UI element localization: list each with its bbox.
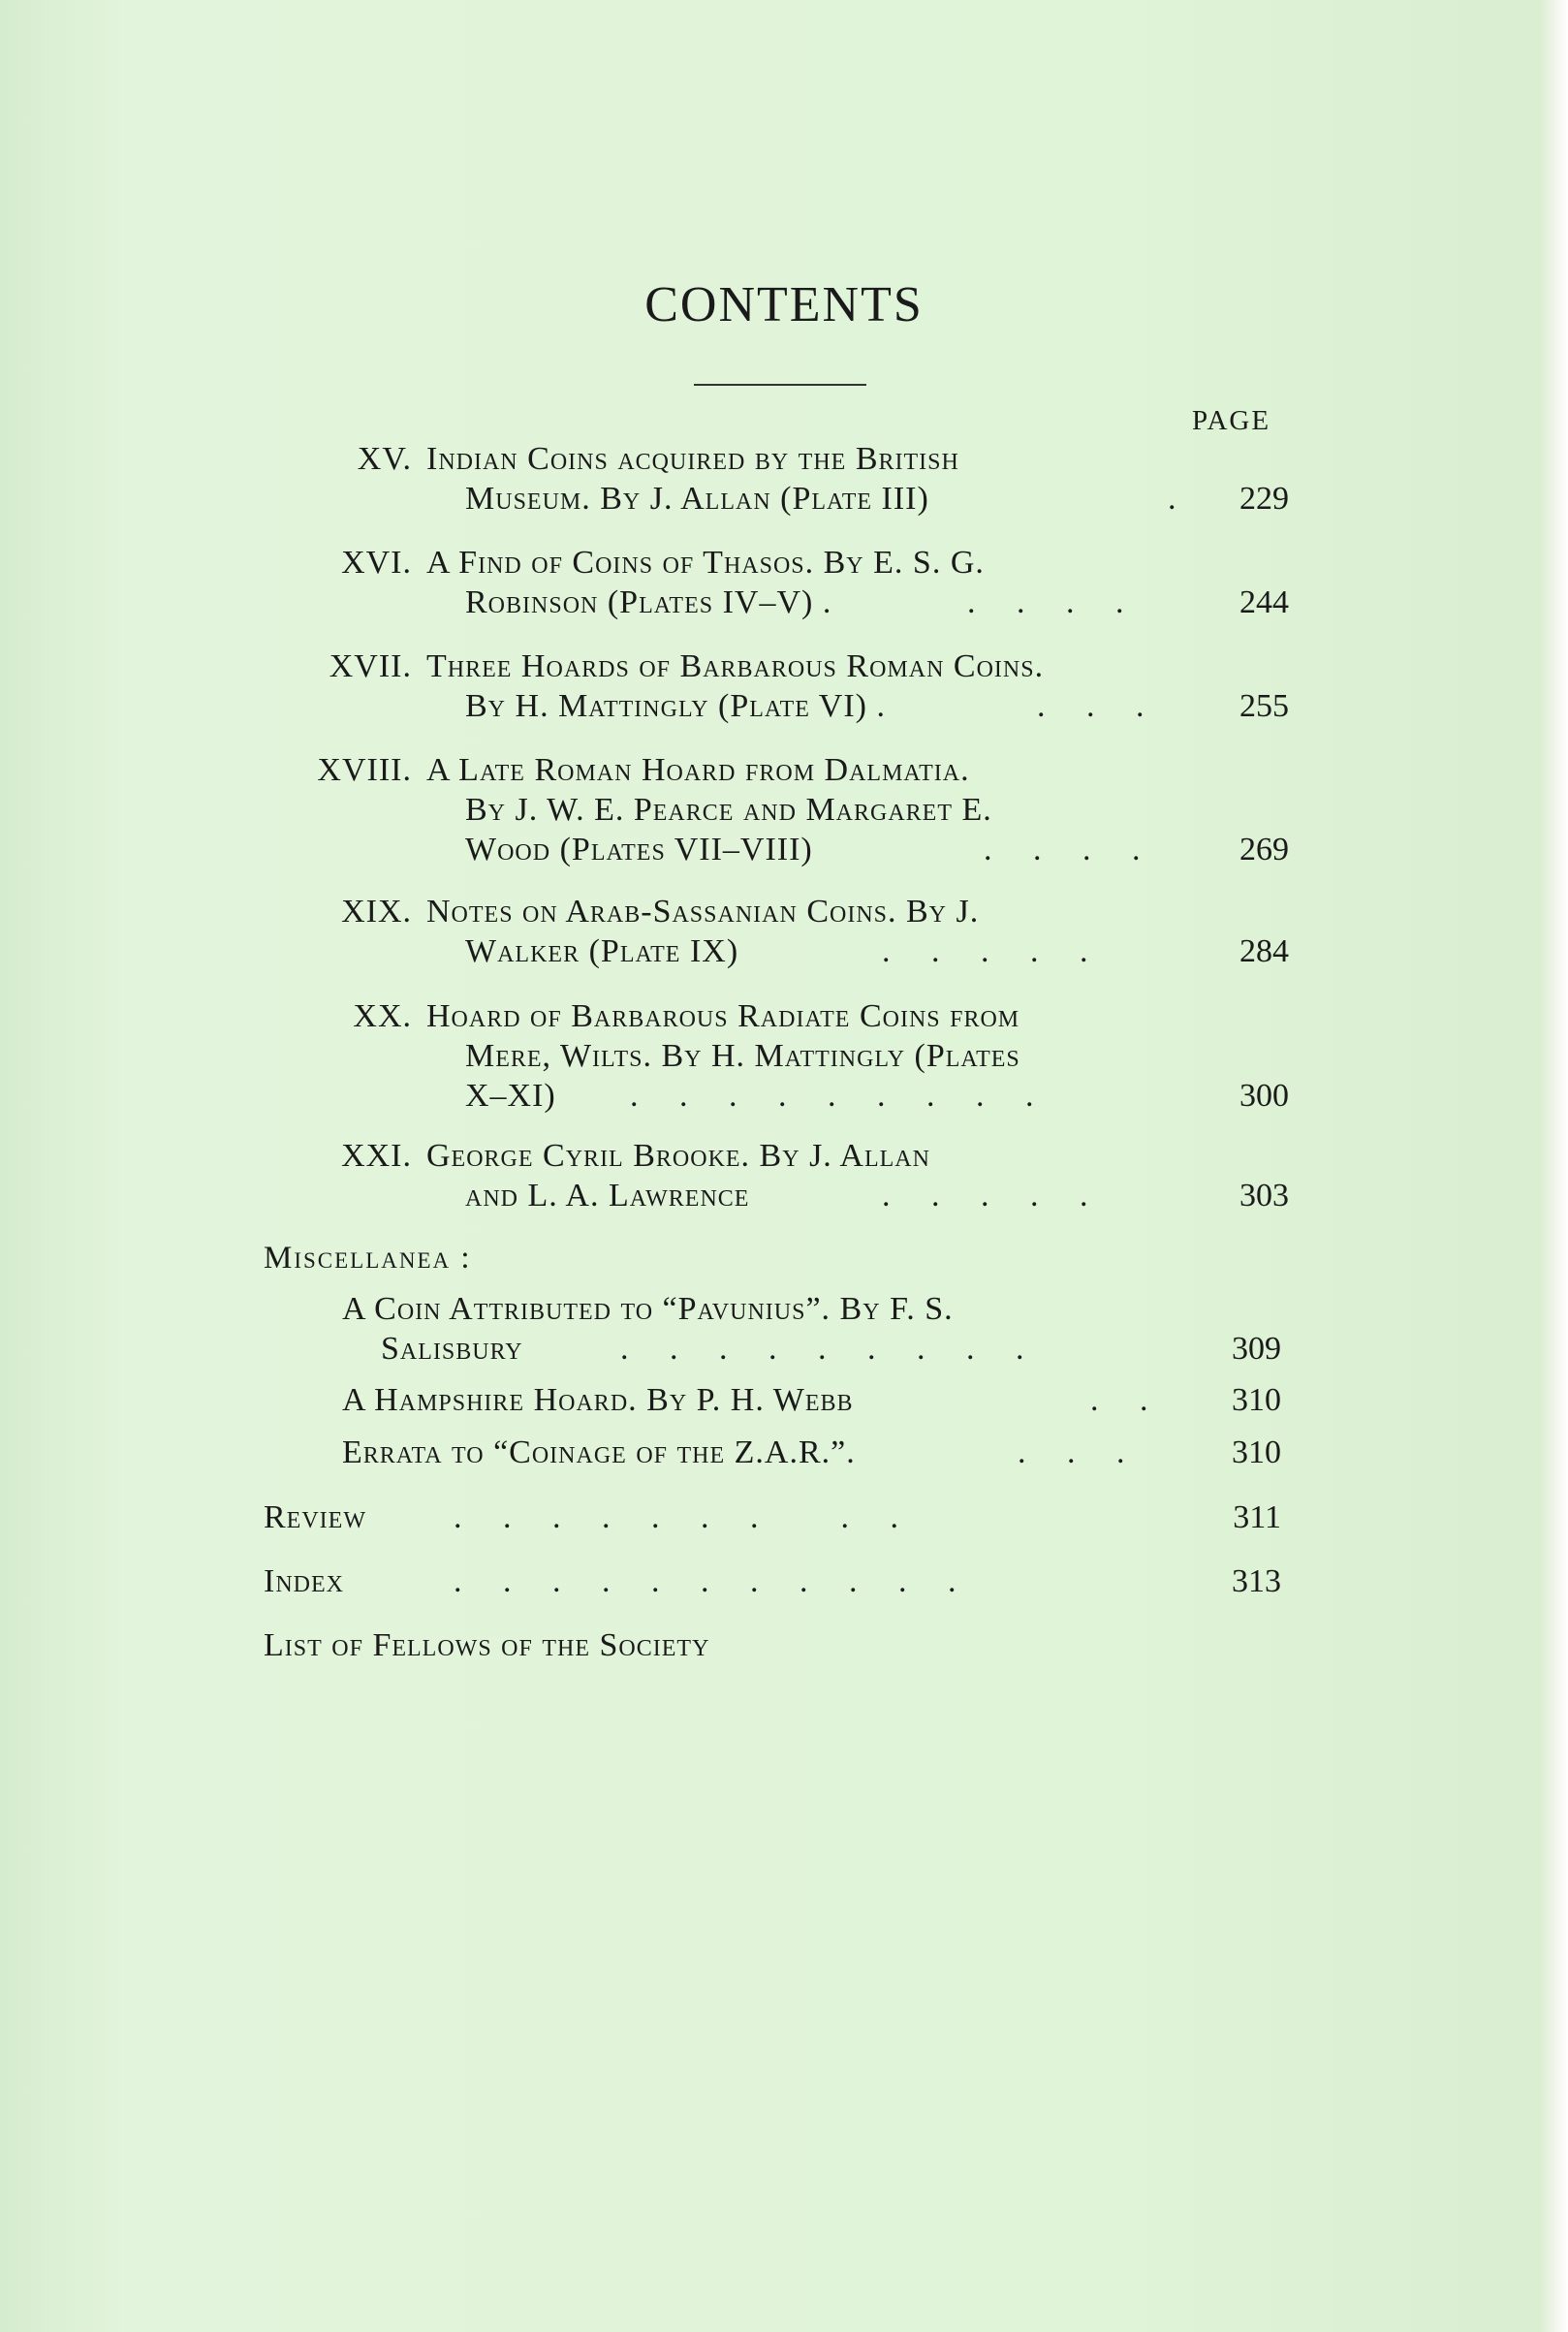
review-label: Review bbox=[264, 1499, 366, 1535]
leader-dots: . . . . . bbox=[882, 933, 1088, 969]
contents-entry-xvi bbox=[262, 543, 1289, 649]
page-number: 300 bbox=[1239, 1078, 1289, 1114]
entry-number: XV. bbox=[357, 441, 412, 477]
contents-entry-xv bbox=[262, 439, 1289, 546]
entry-title-line: A Find of Coins of Thasos. By E. S. G. bbox=[426, 545, 985, 581]
entry-title-line: Wood (Plates VII–VIII) bbox=[465, 832, 813, 867]
page-number: 269 bbox=[1239, 832, 1289, 867]
contents-entry-xx bbox=[262, 996, 1289, 1142]
contents-entry-xviii bbox=[262, 750, 1289, 896]
page-number: 303 bbox=[1239, 1178, 1289, 1213]
entry-number: XXI. bbox=[341, 1138, 412, 1174]
leader-dots: . . . . . bbox=[882, 1178, 1088, 1213]
title-divider bbox=[694, 384, 866, 386]
entry-title-line: Mere, Wilts. By H. Mattingly (Plates bbox=[465, 1038, 1020, 1074]
page-edge bbox=[1539, 0, 1568, 2332]
leader-dots: . . . . . . . . . . . bbox=[454, 1563, 956, 1599]
entry-title-line: By J. W. E. Pearce and Margaret E. bbox=[465, 792, 992, 828]
misc-item-title-line: A Coin Attributed to “Pavunius”. By F. S. bbox=[342, 1291, 954, 1327]
entry-title-line: Notes on Arab-Sassanian Coins. By J. bbox=[426, 894, 980, 930]
entry-title-line: and L. A. Lawrence bbox=[465, 1178, 750, 1213]
list-of-fellows-label: List of Fellows of the Society bbox=[264, 1627, 710, 1663]
misc-item-title-line: Errata to “Coinage of the Z.A.R.”. bbox=[342, 1434, 856, 1470]
contents-entry-xxi bbox=[262, 1136, 1289, 1243]
page-title: CONTENTS bbox=[644, 277, 924, 332]
leader-dots: . . . . bbox=[967, 584, 1124, 620]
entry-title-line: George Cyril Brooke. By J. Allan bbox=[426, 1138, 930, 1174]
contents-entry-xix bbox=[262, 892, 1289, 998]
misc-item-title-line: Salisbury bbox=[381, 1331, 523, 1367]
page-number: 309 bbox=[1232, 1331, 1281, 1367]
misc-item-title-line: A Hampshire Hoard. By P. H. Webb bbox=[342, 1382, 854, 1418]
leader-dots: . . . . . . . . . bbox=[630, 1078, 1034, 1114]
leader-dots: . . . . . . . . . bbox=[620, 1331, 1024, 1367]
contents-entry-xvii bbox=[262, 646, 1289, 753]
entry-title-line: Indian Coins acquired by the British bbox=[426, 441, 959, 477]
entry-title-line: Three Hoards of Barbarous Roman Coins. bbox=[426, 648, 1045, 684]
leader-dots: . . . bbox=[1037, 688, 1145, 724]
page-number: 229 bbox=[1239, 481, 1289, 517]
entry-number: XX. bbox=[353, 998, 412, 1034]
page-number: 313 bbox=[1232, 1563, 1281, 1599]
leader-dots: . . bbox=[1090, 1382, 1148, 1418]
entry-title-line: By H. Mattingly (Plate VI) . bbox=[465, 688, 887, 724]
page-number: 244 bbox=[1239, 584, 1289, 620]
leader-dots: . . . . . . . . . bbox=[454, 1499, 898, 1535]
page-number: 255 bbox=[1239, 688, 1289, 724]
page-number: 310 bbox=[1232, 1434, 1281, 1470]
entry-title-line: Walker (Plate IX) bbox=[465, 933, 739, 969]
entry-title-line: X–XI) bbox=[465, 1078, 556, 1114]
entry-title-line: Museum. By J. Allan (Plate III) bbox=[465, 481, 929, 517]
entry-title-line: Hoard of Barbarous Radiate Coins from bbox=[426, 998, 1020, 1034]
leader-dots: . . . . bbox=[984, 832, 1141, 867]
index-label: Index bbox=[264, 1563, 344, 1599]
entry-number: XVI. bbox=[341, 545, 412, 581]
leader-dots: . . . bbox=[1018, 1434, 1125, 1470]
miscellanea-heading: Miscellanea : bbox=[264, 1241, 472, 1276]
page-number: 284 bbox=[1239, 933, 1289, 969]
page-number: 311 bbox=[1233, 1499, 1281, 1535]
entry-title-line: A Late Roman Hoard from Dalmatia. bbox=[426, 752, 970, 788]
page-number: 310 bbox=[1232, 1382, 1281, 1418]
entry-title-line: Robinson (Plates IV–V) . bbox=[465, 584, 832, 620]
leader-dots: . bbox=[1168, 481, 1176, 517]
page-column-label: PAGE bbox=[1192, 405, 1271, 436]
entry-number: XIX. bbox=[341, 894, 412, 930]
entry-number: XVIII. bbox=[317, 752, 412, 788]
entry-number: XVII. bbox=[329, 648, 412, 684]
